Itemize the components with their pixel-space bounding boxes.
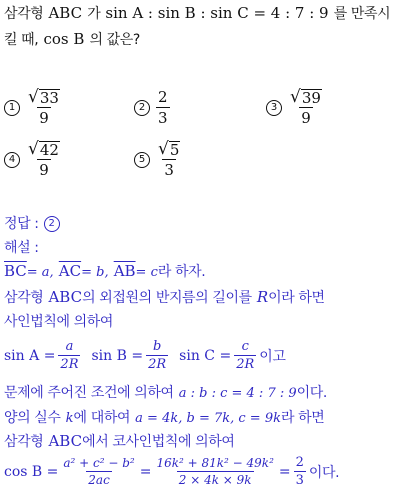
sin-b-num: b — [152, 339, 162, 354]
line2-middle: 의 외접원의 반지름의 길이를 — [82, 290, 252, 306]
sine-ratio: sin A : sin B : sin C = 4 : 7 : 9 — [105, 4, 329, 22]
solution-line-1 — [4, 262, 205, 282]
answer-marker: 2 — [44, 216, 60, 232]
question-line1-suffix: 를 만족시 — [333, 6, 391, 22]
option-1-numerator: 33 — [39, 89, 59, 107]
option-3-denominator: 9 — [301, 109, 311, 127]
sin-a-den: 2R — [60, 357, 79, 372]
option-5-fraction: √ 5 3 — [158, 139, 180, 179]
side-ratio: a : b : c = 4 : 7 : 9 — [178, 386, 297, 401]
segment-ac: $\overline{AC}$ — [58, 262, 82, 280]
sin-a-fraction — [58, 339, 80, 372]
cos-substituted-num: 16k² + 81k² − 49k² — [156, 456, 274, 470]
solution-line-6 — [4, 408, 324, 428]
solution-line-4 — [4, 339, 286, 372]
option-marker: 2 — [134, 100, 150, 116]
option-marker: 5 — [134, 152, 150, 168]
solution-title — [4, 238, 39, 257]
triangle-name: ABC — [48, 4, 83, 22]
law-of-sines-text: 사인법칙에 의하여 — [4, 314, 114, 330]
line8-suffix: 이다. — [308, 464, 340, 481]
line7-prefix: 삼각형 — [4, 434, 44, 450]
line6-middle: 에 대하여 — [73, 410, 131, 426]
option-2-fraction — [156, 88, 170, 127]
option-marker: 1 — [4, 100, 20, 116]
sin-b-den: 2R — [148, 357, 167, 372]
question-line-2 — [4, 30, 140, 49]
option-1-denominator: 9 — [39, 109, 49, 127]
cos-result-fraction — [294, 455, 306, 488]
answer-line — [4, 214, 60, 233]
sin-c-num: c — [241, 339, 249, 354]
line2-triangle: ABC — [48, 288, 83, 306]
line7-suffix: 에서 코사인법칙에 의하여 — [82, 434, 235, 450]
line4-suffix: 이고 — [259, 348, 286, 365]
var-k: k — [65, 411, 74, 426]
option-2-numerator: 2 — [158, 88, 168, 106]
question-prefix: 삼각형 — [4, 6, 44, 22]
option-marker: 3 — [266, 100, 282, 116]
solution-line-2 — [4, 288, 325, 307]
cos-result-den: 3 — [295, 473, 304, 488]
line6-suffix: 라 하면 — [280, 410, 325, 426]
cos-b-expression: cos B — [43, 30, 85, 48]
solution-line-5 — [4, 383, 327, 403]
question-line2-suffix: 의 값은? — [89, 32, 140, 48]
question-line-1 — [4, 4, 390, 23]
option-4-numerator: 42 — [39, 141, 59, 159]
cos-substituted-fraction — [154, 456, 275, 487]
option-2-denominator: 3 — [158, 109, 168, 127]
solution-line-3 — [4, 312, 113, 331]
segment-bc: $\overline{BC}$ — [4, 262, 27, 280]
option-2[interactable] — [134, 88, 170, 127]
cos-b-label: cos B = — [4, 463, 59, 480]
eq-a: = a, — [26, 265, 54, 280]
line5-suffix: 이다. — [296, 385, 327, 401]
option-1-fraction: √ 33 9 — [28, 87, 59, 127]
sin-b-fraction — [146, 339, 168, 372]
line7-triangle: ABC — [48, 432, 83, 450]
option-4[interactable] — [4, 140, 62, 179]
solution-heading: 해설 : — [4, 240, 39, 256]
question-line2-prefix: 킬 때, — [4, 32, 39, 48]
equals-sign: = — [278, 463, 291, 480]
side-values: a = 4k, b = 7k, c = 9k — [135, 411, 281, 426]
segment-ab: $\overline{AB}$ — [113, 262, 136, 280]
option-3[interactable] — [266, 88, 324, 127]
cos-formula-den: 2ac — [88, 473, 110, 487]
sin-b-label: sin B = — [91, 347, 144, 364]
option-3-numerator: 39 — [301, 89, 321, 107]
cos-result-num: 2 — [295, 455, 304, 470]
line2-suffix: 이라 하면 — [268, 290, 325, 306]
eq-c: = c — [135, 265, 158, 280]
line5-prefix: 문제에 주어진 조건에 의하여 — [4, 385, 174, 401]
circumradius-r: R — [256, 288, 269, 306]
line1-suffix: 라 하자. — [157, 264, 206, 280]
cos-substituted-den: 2 × 4k × 9k — [178, 473, 252, 487]
sin-a-label: sin A = — [4, 347, 56, 364]
eq-b: = b, — [81, 265, 109, 280]
option-4-fraction: √ 42 9 — [28, 139, 59, 179]
solution-line-7 — [4, 432, 235, 451]
sin-c-label: sin C = — [179, 347, 232, 364]
option-5-denominator: 3 — [164, 161, 174, 179]
sin-c-fraction — [234, 339, 256, 372]
solution-line-8 — [4, 455, 339, 488]
line2-prefix: 삼각형 — [4, 290, 44, 306]
option-3-fraction: √ 39 9 — [290, 87, 321, 127]
cos-formula-num: a² + c² − b² — [63, 456, 135, 470]
line6-prefix: 양의 실수 — [4, 410, 61, 426]
option-5-numerator: 5 — [169, 141, 180, 159]
equals-sign: = — [139, 463, 152, 480]
option-marker: 4 — [4, 152, 20, 168]
cos-formula-fraction — [61, 456, 136, 487]
option-4-denominator: 9 — [39, 161, 49, 179]
sin-c-den: 2R — [236, 357, 255, 372]
option-1[interactable] — [4, 88, 62, 127]
answer-label: 정답 : — [4, 216, 39, 232]
sin-a-num: a — [65, 339, 74, 354]
option-5[interactable] — [134, 140, 182, 179]
question-particle: 가 — [87, 6, 101, 22]
